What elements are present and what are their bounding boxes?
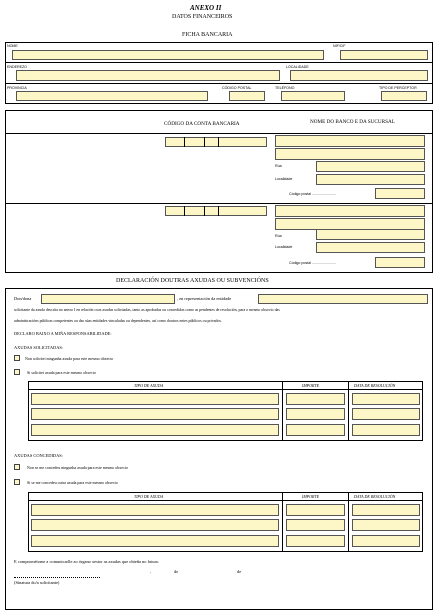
codigo-postal-field[interactable] — [229, 91, 265, 101]
bank-localidade-label: Localidade — [275, 245, 293, 249]
concedidas-label: AXUDAS CONCEDIDAS: — [14, 453, 63, 458]
bank-name-field[interactable] — [275, 135, 425, 147]
table-cell[interactable] — [352, 424, 420, 436]
section-title: FICHA BANCARIA — [182, 32, 233, 38]
concedidas-yes-checkbox[interactable] — [14, 479, 20, 485]
table-cell[interactable] — [31, 408, 279, 420]
col-data-resolucion: DATA DE RESOLUCIÓN — [354, 494, 396, 499]
rua-label: Rúa — [275, 164, 282, 168]
date-comma: , — [150, 569, 152, 574]
localidade-field[interactable] — [290, 70, 428, 81]
date-de-1: de — [174, 569, 179, 574]
provincia-field[interactable] — [16, 91, 208, 101]
bank-localidade-field[interactable] — [316, 242, 425, 253]
bank-name-label: NOME DO BANCO E DA SUCURSAL — [310, 119, 395, 125]
annex-title: ANEXO II — [190, 4, 222, 12]
table-cell[interactable] — [286, 519, 345, 531]
tipo-perceptor-field[interactable] — [381, 91, 427, 101]
account-code-label: CÓDIGO DA CONTA BANCARIA — [164, 121, 240, 127]
table-cell[interactable] — [31, 535, 279, 547]
body-text-2: administracións públicas competentes ou das súas entidades vinculadas ou dependentes, así como doutros entes públicos ou privados. — [14, 319, 222, 323]
signature-label: (Sinatura do/a solicitante) — [14, 580, 60, 585]
tipo-perceptor-label: TIPO DE PERCEPTOR — [379, 86, 417, 90]
enderezo-field[interactable] — [16, 70, 280, 81]
table-cell[interactable] — [286, 504, 345, 516]
body-text-1: solicitante da axuda descrita no anexo I en relación coas axudas solicitadas, tanto as aprobadas ou concedidas como as pendentes de resolución, para o mesmo obxecto das — [14, 308, 280, 312]
table-cell[interactable] — [352, 535, 420, 547]
solicitadas-yes-checkbox[interactable] — [14, 369, 20, 375]
col-tipo-axuda: TIPO DE AXUDA — [134, 494, 164, 499]
bank-localidade-field[interactable] — [316, 174, 425, 185]
bank-localidade-label: Localidade — [275, 177, 293, 181]
rua-label: Rúa — [275, 234, 282, 238]
nome-field[interactable] — [12, 50, 324, 60]
bank-codigo-postal-label: Código postal ........................ — [289, 261, 336, 265]
commitment-text: E comprométome a comunicarlle ao órgano xestor as axudas que obteña no futuro. — [14, 559, 160, 564]
localidade-label: LOCALIDADE — [286, 65, 309, 69]
bank-name-field[interactable] — [275, 205, 425, 217]
table-cell[interactable] — [286, 393, 345, 405]
col-tipo-axuda: TIPO DE AXUDA — [134, 383, 164, 388]
rua-field[interactable] — [316, 229, 425, 240]
solicitadas-yes-label: Si solicitei axuda para este mesmo obxecto — [27, 370, 96, 375]
rua-field[interactable] — [316, 161, 425, 172]
bank-codigo-postal-field[interactable] — [375, 257, 425, 268]
telefono-field[interactable] — [281, 91, 345, 101]
nif-label: NIF/CIF — [333, 44, 346, 48]
solicitadas-no-label: Non solicitei ningunha axuda para este mesmo obxecto — [25, 356, 114, 361]
table-cell[interactable] — [286, 408, 345, 420]
table-cell[interactable] — [352, 393, 420, 405]
don-field[interactable] — [41, 294, 175, 304]
col-importe: IMPORTE — [302, 383, 320, 388]
signature-line[interactable] — [14, 577, 100, 578]
nome-label: NOME — [7, 44, 18, 48]
table-cell[interactable] — [352, 519, 420, 531]
date-de-2: de — [237, 569, 242, 574]
page-subtitle: DATOS FINANCEIROS — [172, 14, 233, 20]
table-cell[interactable] — [286, 424, 345, 436]
concedidas-no-label: Non se me concedeu ningunha axuda para este mesmo obxecto — [27, 465, 128, 470]
declaro-label: DECLARO BAIXO A MIÑA RESPONSABILIDADE: — [14, 331, 112, 336]
enderezo-label: ENDEREZO — [7, 65, 27, 69]
table-cell[interactable] — [352, 408, 420, 420]
bank-branch-field[interactable] — [275, 148, 425, 160]
col-data-resolucion: DATA DE RESOLUCIÓN — [354, 383, 396, 388]
table-cell[interactable] — [286, 535, 345, 547]
table-cell[interactable] — [31, 504, 279, 516]
provincia-label: PROVINCIA — [7, 86, 27, 90]
solicitadas-no-checkbox[interactable] — [14, 355, 20, 361]
declaration-title: DECLARACIÓN DOUTRAS AXUDAS OU SUBVENCIÓNS — [116, 278, 269, 284]
table-cell[interactable] — [352, 504, 420, 516]
account-code-field[interactable] — [165, 137, 267, 147]
table-cell[interactable] — [31, 519, 279, 531]
table-cell[interactable] — [31, 393, 279, 405]
table-cell[interactable] — [31, 424, 279, 436]
bank-codigo-postal-label: Código postal ........................ — [289, 192, 336, 196]
codigo-postal-label: CÓDIGO POSTAL — [222, 86, 252, 90]
nif-field[interactable] — [340, 50, 428, 60]
representation-label: , en representación da entidade — [177, 296, 232, 301]
concedidas-no-checkbox[interactable] — [14, 464, 20, 470]
telefono-label: TELÉFONO — [275, 86, 295, 90]
concedidas-yes-label: Si se me concedeu outra axuda para este mesmo obxecto — [27, 480, 118, 485]
account-code-field[interactable] — [165, 206, 267, 216]
solicitadas-label: AXUDAS SOLICITADAS: — [14, 345, 64, 350]
don-label: Don/dona — [14, 296, 32, 301]
col-importe: IMPORTE — [302, 494, 320, 499]
bank-codigo-postal-field[interactable] — [375, 188, 425, 199]
entidade-field[interactable] — [258, 294, 428, 304]
